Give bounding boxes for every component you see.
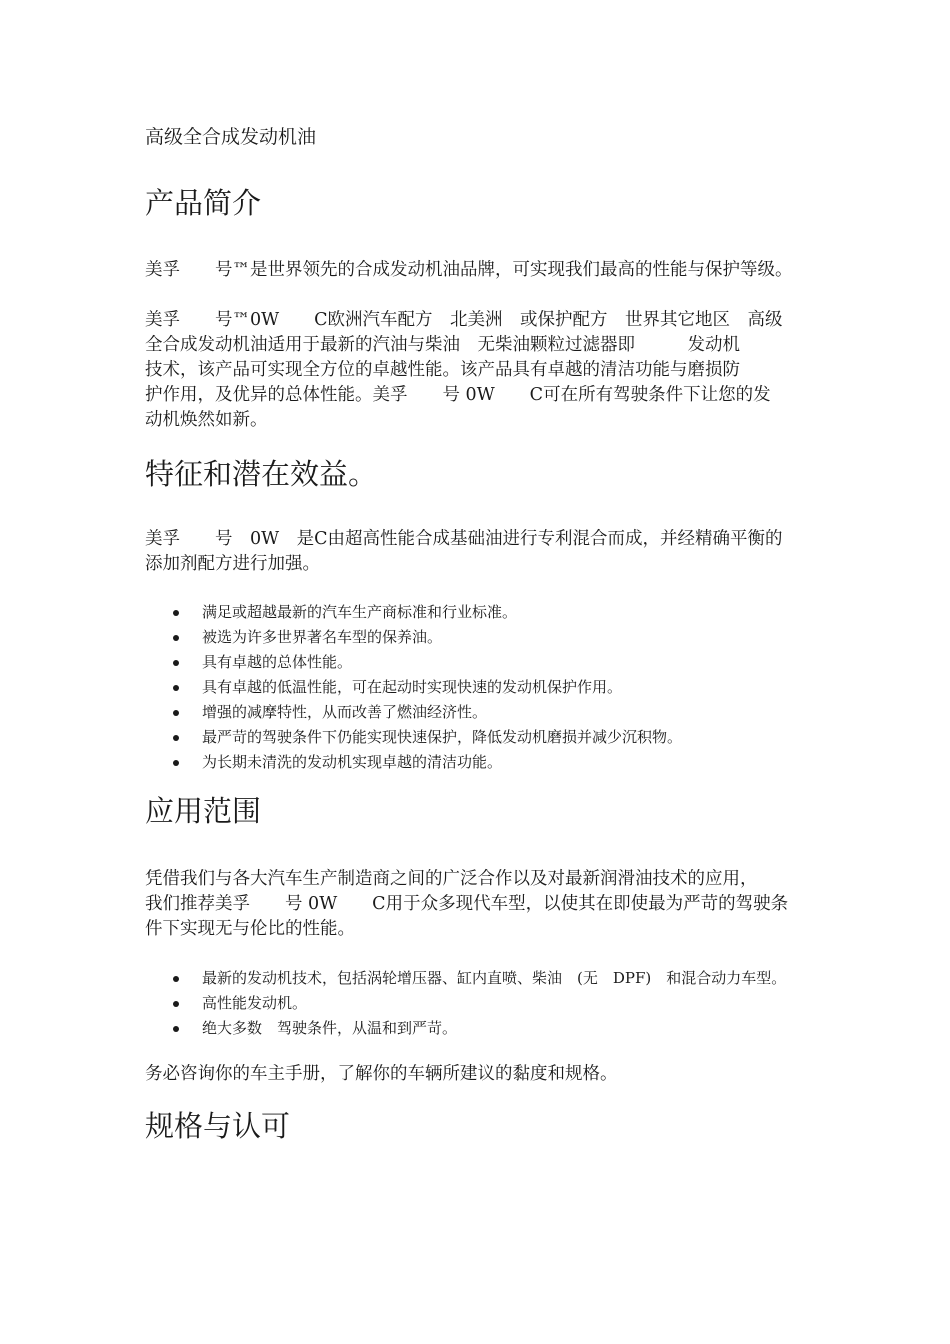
bullet-icon <box>173 710 179 716</box>
list-item <box>145 675 682 700</box>
list-item-text: 具有卓越的低温性能，可在起动时实现快速的发动机保护作用。 <box>202 678 623 696</box>
text-line: 务必咨询你的车主手册，了解你的车辆所建议的黏度和规格。 <box>145 1064 618 1084</box>
list-item <box>145 650 682 675</box>
features-bullet-list <box>145 600 682 775</box>
text-line: 动机焕然如新。 <box>145 410 268 430</box>
applications-bullet-list <box>145 966 786 1041</box>
intro-paragraph-2 <box>145 308 810 433</box>
section-heading-product-intro: 产品简介 <box>145 186 262 220</box>
applications-paragraph <box>145 867 810 942</box>
list-item-text: 高性能发动机。 <box>202 994 308 1012</box>
text-line: 美孚 号™是世界领先的合成发动机油品牌，可实现我们最高的性能与保护等级。 <box>145 260 793 280</box>
bullet-icon <box>173 1026 179 1032</box>
list-item-text: 增强的减摩特性，从而改善了燃油经济性。 <box>202 703 488 721</box>
text-line: 美孚 号™0W C欧洲汽车配方 北美洲 或保护配方 世界其它地区 高级 <box>145 310 783 330</box>
bullet-icon <box>173 610 179 616</box>
list-item <box>145 725 682 750</box>
section-heading-specifications: 规格与认可 <box>145 1109 291 1143</box>
list-item-text: 为长期未清洗的发动机实现卓越的清洁功能。 <box>202 753 503 771</box>
bullet-icon <box>173 660 179 666</box>
list-item-text: 满足或超越最新的汽车生产商标准和行业标准。 <box>202 603 518 621</box>
text-line: 添加剂配方进行加强。 <box>145 554 320 574</box>
bullet-icon <box>173 635 179 641</box>
section-heading-applications: 应用范围 <box>145 794 262 828</box>
text-line: 技术，该产品可实现全方位的卓越性能。该产品具有卓越的清洁功能与磨损防 <box>145 360 740 380</box>
list-item-text: 最新的发动机技术，包括涡轮增压器、缸内直喷、柴油 (无 DPF) 和混合动力车型。 <box>202 969 787 987</box>
closing-note <box>145 1062 810 1087</box>
text-line: 护作用，及优异的总体性能。美孚 号 0W C可在所有驾驶条件下让您的发 <box>145 385 771 405</box>
list-item <box>145 1016 786 1041</box>
bullet-icon <box>173 1001 179 1007</box>
intro-paragraph-1 <box>145 258 810 283</box>
bullet-icon <box>173 976 179 982</box>
section-heading-features: 特征和潜在效益。 <box>145 457 378 491</box>
list-item-text: 具有卓越的总体性能。 <box>202 653 353 671</box>
bullet-icon <box>173 735 179 741</box>
text-line: 件下实现无与伦比的性能。 <box>145 919 355 939</box>
text-line: 全合成发动机油适用于最新的汽油与柴油 无柴油颗粒过滤器即 发动机 <box>145 335 740 355</box>
list-item <box>145 700 682 725</box>
text-line: 凭借我们与各大汽车生产制造商之间的广泛合作以及对最新润滑油技术的应用， <box>145 869 758 889</box>
list-item <box>145 966 786 991</box>
document-subtitle: 高级全合成发动机油 <box>145 126 317 148</box>
bullet-icon <box>173 760 179 766</box>
list-item-text: 最严苛的驾驶条件下仍能实现快速保护，降低发动机磨损并减少沉积物。 <box>202 728 683 746</box>
text-line: 美孚 号 0W 是C由超高性能合成基础油进行专利混合而成，并经精确平衡的 <box>145 529 783 549</box>
bullet-icon <box>173 685 179 691</box>
list-item <box>145 991 786 1016</box>
text-line: 我们推荐美孚 号 0W C用于众多现代车型，以使其在即使最为严苛的驾驶条 <box>145 894 789 914</box>
list-item-text: 绝大多数 驾驶条件，从温和到严苛。 <box>202 1019 458 1037</box>
list-item-text: 被选为许多世界著名车型的保养油。 <box>202 628 443 646</box>
list-item <box>145 750 682 775</box>
list-item <box>145 625 682 650</box>
list-item <box>145 600 682 625</box>
features-paragraph <box>145 527 810 577</box>
